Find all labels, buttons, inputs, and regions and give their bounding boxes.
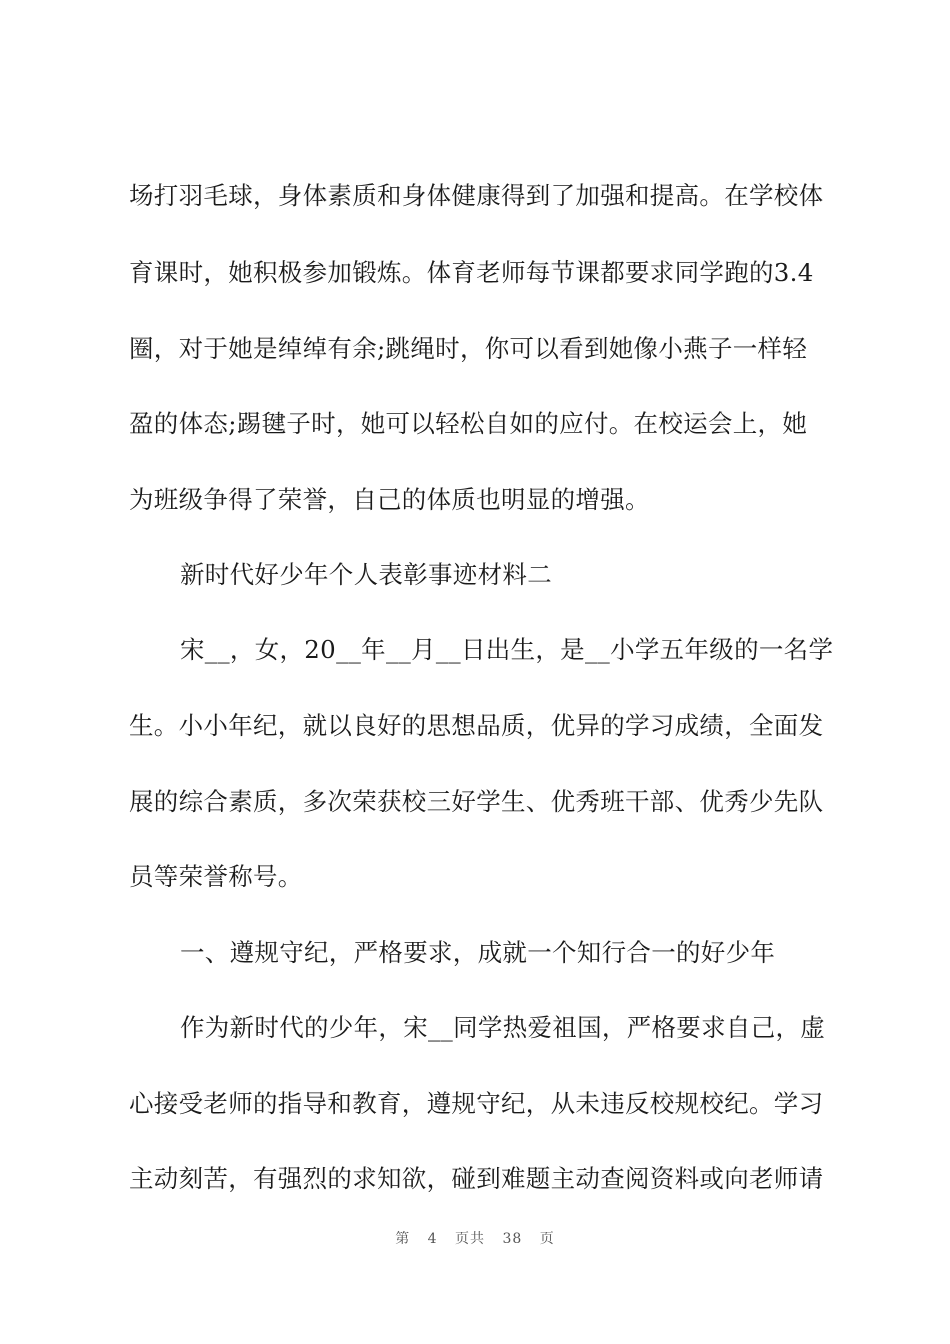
text-line: 展的综合素质，多次荣获校三好学生、优秀班干部、优秀少先队 [129,787,824,816]
text-line: 圈，对于她是绰绰有余;跳绳时，你可以看到她像小燕子一样轻 [129,334,808,363]
text-line: 生。小小年纪，就以良好的思想品质，优异的学习成绩，全面发 [129,711,824,740]
footer-middle: 页共 [455,1231,486,1247]
text-line: 作为新时代的少年，宋__同学热爱祖国，严格要求自己，虚 [180,1013,826,1042]
section-heading: 新时代好少年个人表彰事迹材料二 [180,560,552,589]
subsection-heading: 一、遵规守纪，严格要求，成就一个知行合一的好少年 [180,938,776,967]
text-line: 盈的体态;踢毽子时，她可以轻松自如的应付。在校运会上，她 [129,409,808,438]
text-line: 心接受老师的指导和教育，遵规守纪，从未违反校规校纪。学习 [129,1089,824,1118]
footer-prefix: 第 [395,1231,411,1247]
text-line: 主动刻苦，有强烈的求知欲，碰到难题主动查阅资料或向老师请 [129,1164,824,1193]
text-line: 育课时，她积极参加锻炼。体育老师每节课都要求同学跑的3.4 [129,258,814,287]
footer-suffix: 页 [539,1231,555,1247]
footer-total-pages: 38 [502,1231,523,1247]
text-line: 场打羽毛球，身体素质和身体健康得到了加强和提高。在学校体 [129,181,824,210]
page-footer [0,1228,950,1248]
text-line: 为班级争得了荣誉，自己的体质也明显的增强。 [129,485,650,514]
text-line: 员等荣誉称号。 [129,862,303,891]
footer-current-page: 4 [427,1231,438,1247]
text-line: 宋__，女，20__年__月__日出生，是__小学五年级的一名学 [180,635,834,664]
